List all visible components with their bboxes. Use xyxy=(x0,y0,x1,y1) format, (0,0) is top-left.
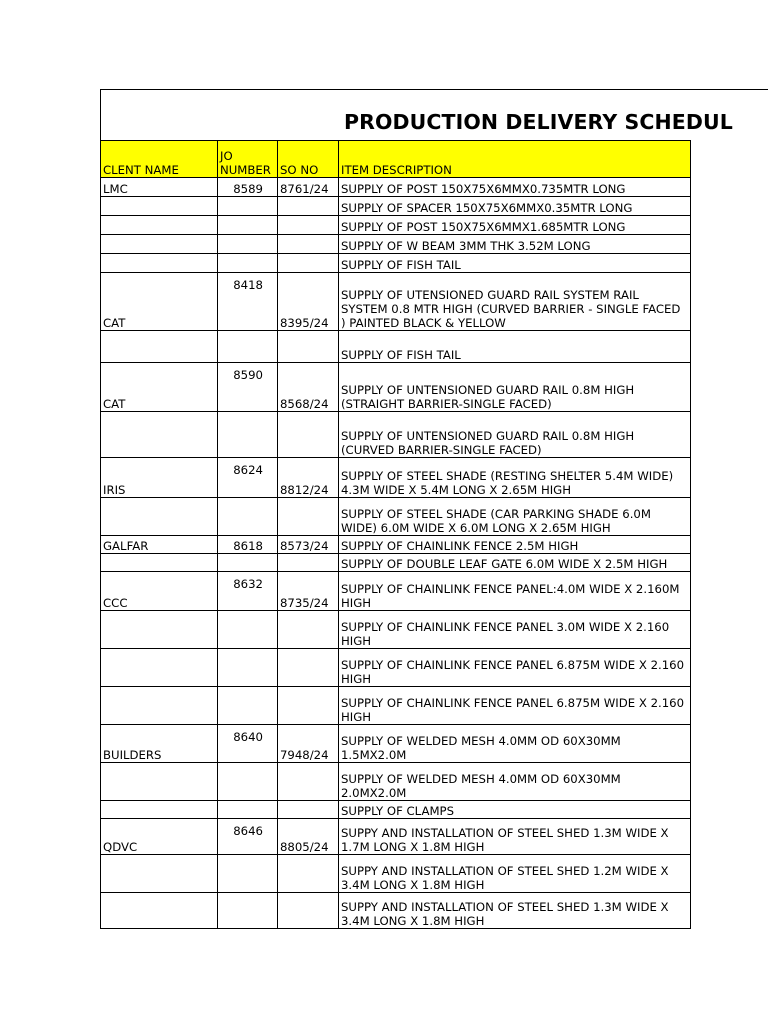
client-name-cell: IRIS xyxy=(101,458,218,498)
header-so-no: SO NO xyxy=(278,141,339,178)
jo-number-cell xyxy=(218,412,278,458)
client-name-cell xyxy=(101,855,218,893)
sheet-title: PRODUCTION DELIVERY SCHEDUL xyxy=(344,110,733,134)
item-description-cell: SUPPLY OF CHAINLINK FENCE PANEL:4.0M WIDE X 2.160M HIGH xyxy=(339,572,691,611)
client-name-cell xyxy=(101,331,218,363)
so-number-cell: 8761/24 xyxy=(278,178,339,197)
so-number-cell xyxy=(278,855,339,893)
item-description-cell: SUPPY AND INSTALLATION OF STEEL SHED 1.3M WIDE X 1.7M LONG X 1.8M HIGH xyxy=(339,819,691,855)
so-number-cell xyxy=(278,331,339,363)
jo-number-cell xyxy=(218,649,278,687)
client-name-cell xyxy=(101,216,218,235)
jo-number-cell: 8632 xyxy=(218,572,278,611)
item-description-cell: SUPPLY OF POST 150X75X6MMX1.685MTR LONG xyxy=(339,216,691,235)
table-row xyxy=(101,412,691,458)
item-description-cell: SUPPLY OF STEEL SHADE (CAR PARKING SHADE 6.0M WIDE) 6.0M WIDE X 6.0M LONG X 2.65M HIGH xyxy=(339,498,691,536)
jo-number-cell xyxy=(218,498,278,536)
client-name-cell xyxy=(101,687,218,725)
item-description-cell: SUPPLY OF SPACER 150X75X6MMX0.35MTR LONG xyxy=(339,197,691,216)
item-description-cell: SUPPY AND INSTALLATION OF STEEL SHED 1.2M WIDE X 3.4M LONG X 1.8M HIGH xyxy=(339,855,691,893)
so-number-cell: 8812/24 xyxy=(278,458,339,498)
table-row xyxy=(101,572,691,611)
client-name-cell xyxy=(101,611,218,649)
table-row xyxy=(101,498,691,536)
client-name-cell xyxy=(101,893,218,929)
client-name-cell: QDVC xyxy=(101,819,218,855)
table-row xyxy=(101,363,691,412)
jo-number-cell: 8590 xyxy=(218,363,278,412)
client-name-cell: LMC xyxy=(101,178,218,197)
jo-number-cell xyxy=(218,801,278,819)
table-row xyxy=(101,235,691,254)
client-name-cell: CCC xyxy=(101,572,218,611)
client-name-cell xyxy=(101,554,218,572)
header-row xyxy=(101,141,691,178)
client-name-cell xyxy=(101,801,218,819)
so-number-cell xyxy=(278,498,339,536)
client-name-cell: CAT xyxy=(101,273,218,331)
item-description-cell: SUPPLY OF CLAMPS xyxy=(339,801,691,819)
client-name-cell xyxy=(101,197,218,216)
so-number-cell xyxy=(278,611,339,649)
client-name-cell: CAT xyxy=(101,363,218,412)
jo-number-cell xyxy=(218,855,278,893)
so-number-cell: 8395/24 xyxy=(278,273,339,331)
table-row xyxy=(101,801,691,819)
so-number-cell: 7948/24 xyxy=(278,725,339,763)
jo-number-cell xyxy=(218,893,278,929)
item-description-cell: SUPPLY OF UNTENSIONED GUARD RAIL 0.8M HIGH (STRAIGHT BARRIER-SINGLE FACED) xyxy=(339,363,691,412)
table-row xyxy=(101,763,691,801)
jo-number-cell xyxy=(218,216,278,235)
item-description-cell: SUPPLY OF WELDED MESH 4.0MM OD 60X30MM 1.5MX2.0M xyxy=(339,725,691,763)
jo-number-cell: 8624 xyxy=(218,458,278,498)
client-name-cell xyxy=(101,498,218,536)
header-jo-number: JO NUMBER xyxy=(218,141,278,178)
jo-number-cell: 8418 xyxy=(218,273,278,331)
item-description-cell: SUPPLY OF CHAINLINK FENCE PANEL 6.875M WIDE X 2.160 HIGH xyxy=(339,649,691,687)
table-row xyxy=(101,216,691,235)
jo-number-cell xyxy=(218,197,278,216)
client-name-cell xyxy=(101,649,218,687)
so-number-cell xyxy=(278,554,339,572)
client-name-cell xyxy=(101,763,218,801)
so-number-cell xyxy=(278,216,339,235)
item-description-cell: SUPPLY OF CHAINLINK FENCE 2.5M HIGH xyxy=(339,536,691,554)
table-row xyxy=(101,197,691,216)
jo-number-cell xyxy=(218,254,278,273)
jo-number-cell xyxy=(218,554,278,572)
item-description-cell: SUPPY AND INSTALLATION OF STEEL SHED 1.3M WIDE X 3.4M LONG X 1.8M HIGH xyxy=(339,893,691,929)
so-number-cell xyxy=(278,197,339,216)
so-number-cell xyxy=(278,235,339,254)
so-number-cell xyxy=(278,687,339,725)
jo-number-cell xyxy=(218,687,278,725)
jo-number-cell: 8618 xyxy=(218,536,278,554)
table-row xyxy=(101,611,691,649)
item-description-cell: SUPPLY OF POST 150X75X6MMX0.735MTR LONG xyxy=(339,178,691,197)
table-row xyxy=(101,331,691,363)
title-row xyxy=(100,89,768,140)
so-number-cell xyxy=(278,893,339,929)
item-description-cell: SUPPLY OF UNTENSIONED GUARD RAIL 0.8M HIGH (CURVED BARRIER-SINGLE FACED) xyxy=(339,412,691,458)
item-description-cell: SUPPLY OF W BEAM 3MM THK 3.52M LONG xyxy=(339,235,691,254)
jo-number-cell: 8640 xyxy=(218,725,278,763)
table-row xyxy=(101,536,691,554)
item-description-cell: SUPPLY OF DOUBLE LEAF GATE 6.0M WIDE X 2.5M HIGH xyxy=(339,554,691,572)
client-name-cell xyxy=(101,412,218,458)
client-name-cell: GALFAR xyxy=(101,536,218,554)
so-number-cell xyxy=(278,763,339,801)
jo-number-cell xyxy=(218,611,278,649)
client-name-cell xyxy=(101,235,218,254)
so-number-cell xyxy=(278,801,339,819)
so-number-cell: 8568/24 xyxy=(278,363,339,412)
table-row xyxy=(101,819,691,855)
table-row xyxy=(101,893,691,929)
item-description-cell: SUPPLY OF STEEL SHADE (RESTING SHELTER 5.4M WIDE) 4.3M WIDE X 5.4M LONG X 2.65M HIGH xyxy=(339,458,691,498)
jo-number-cell xyxy=(218,331,278,363)
table-row xyxy=(101,855,691,893)
so-number-cell xyxy=(278,649,339,687)
so-number-cell: 8805/24 xyxy=(278,819,339,855)
table-row xyxy=(101,649,691,687)
item-description-cell: SUPPLY OF CHAINLINK FENCE PANEL 3.0M WIDE X 2.160 HIGH xyxy=(339,611,691,649)
item-description-cell: SUPPLY OF FISH TAIL xyxy=(339,254,691,273)
so-number-cell xyxy=(278,412,339,458)
client-name-cell: BUILDERS xyxy=(101,725,218,763)
jo-number-cell: 8646 xyxy=(218,819,278,855)
table-row xyxy=(101,687,691,725)
table-row xyxy=(101,554,691,572)
so-number-cell: 8573/24 xyxy=(278,536,339,554)
table-row xyxy=(101,725,691,763)
jo-number-cell: 8589 xyxy=(218,178,278,197)
client-name-cell xyxy=(101,254,218,273)
header-client-name: CLENT NAME xyxy=(101,141,218,178)
jo-number-cell xyxy=(218,235,278,254)
table-row xyxy=(101,178,691,197)
so-number-cell: 8735/24 xyxy=(278,572,339,611)
so-number-cell xyxy=(278,254,339,273)
spreadsheet-sheet xyxy=(100,89,768,929)
delivery-schedule-table xyxy=(100,140,691,929)
item-description-cell: SUPPLY OF FISH TAIL xyxy=(339,331,691,363)
table-row xyxy=(101,254,691,273)
item-description-cell: SUPPLY OF CHAINLINK FENCE PANEL 6.875M WIDE X 2.160 HIGH xyxy=(339,687,691,725)
table-row xyxy=(101,273,691,331)
jo-number-cell xyxy=(218,763,278,801)
item-description-cell: SUPPLY OF UTENSIONED GUARD RAIL SYSTEM RAIL SYSTEM 0.8 MTR HIGH (CURVED BARRIER - SINGLE FACED ) PAINTED BLACK & YELLOW xyxy=(339,273,691,331)
header-item-description: ITEM DESCRIPTION xyxy=(339,141,691,178)
table-row xyxy=(101,458,691,498)
item-description-cell: SUPPLY OF WELDED MESH 4.0MM OD 60X30MM 2.0MX2.0M xyxy=(339,763,691,801)
